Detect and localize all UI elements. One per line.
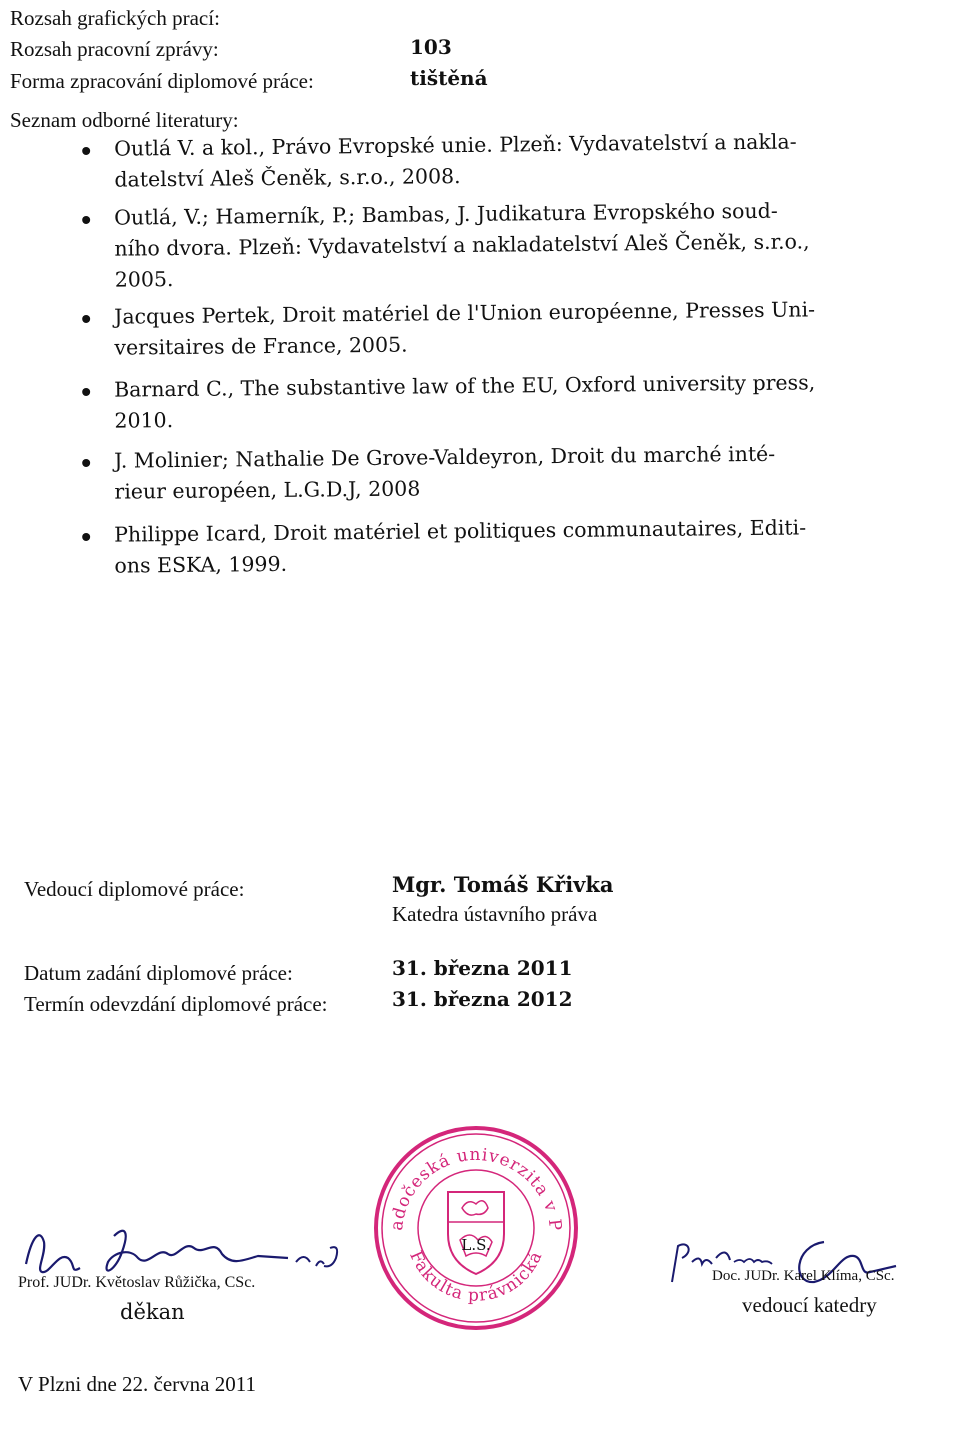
supervisor-name: Mgr. Tomáš Křivka (392, 872, 614, 897)
dean-name: Prof. JUDr. Květoslav Růžička, CSc. (18, 1274, 256, 1291)
place-and-date: V Plzni dne 22. června 2011 (18, 1372, 256, 1396)
graphics-scope-label: Rozsah grafických prací: (10, 6, 220, 30)
bullet-icon (82, 147, 90, 155)
bullet-icon (82, 315, 90, 323)
svg-text:Fakulta právnická: Fakulta právnická (405, 1247, 547, 1306)
literature-item: Jacques Pertek, Droit matériel de l'Union européenne, Presses Uni- versitaires de France, 2005. (82, 294, 883, 364)
literature-heading: Seznam odborné literatury: (10, 108, 239, 132)
stamp-seal-icon (370, 1122, 582, 1334)
literature-item: Outlá, V.; Hamerník, P.; Bambas, J. Judikatura Evropského soud- ního dvora. Plzeň: Vydavatelství a nakladatelství Aleš Čeněk, s.r.o., 2005. (82, 195, 883, 296)
bullet-icon (82, 533, 90, 541)
head-name: Doc. JUDr. Karel Klíma, CSc. (712, 1268, 895, 1284)
assignment-date-value: 31. března 2011 (392, 956, 573, 980)
assignment-date-label: Datum zadání diplomové práce: (24, 961, 293, 985)
svg-text:L.S.: L.S. (461, 1236, 491, 1254)
supervisor-label: Vedoucí diplomové práce: (24, 877, 245, 901)
thesis-form-label: Forma zpracování diplomové práce: (10, 69, 314, 93)
thesis-form-value: tištěná (410, 66, 488, 90)
bullet-icon (82, 459, 90, 467)
supervisor-department: Katedra ústavního práva (392, 902, 598, 926)
literature-list (82, 129, 882, 582)
literature-item: Outlá V. a kol., Právo Evropské unie. Plzeň: Vydavatelství a nakla- datelství Aleš Čeněk, s.r.o., 2008. (82, 126, 883, 196)
literature-item: J. Molinier; Nathalie De Grove-Valdeyron, Droit du marché inté- rieur européen, L.G.D.J, 2008 (82, 438, 883, 508)
bullet-icon (82, 216, 90, 224)
report-scope-value: 103 (410, 35, 452, 59)
svg-text:Západočeská univerzita v Plzni: adočeská univerzita v P (386, 1144, 566, 1233)
submission-deadline-label: Termín odevzdání diplomové práce: (24, 992, 328, 1016)
dean-role: děkan (120, 1300, 185, 1324)
literature-item: Barnard C., The substantive law of the EU, Oxford university press, 2010. (82, 367, 883, 437)
official-stamp (370, 1122, 582, 1334)
head-role: vedoucí katedry (742, 1293, 877, 1317)
literature-item: Philippe Icard, Droit matériel et politiques communautaires, Editi- ons ESKA, 1999. (82, 512, 883, 582)
submission-deadline-value: 31. března 2012 (392, 987, 573, 1011)
report-scope-label: Rozsah pracovní zprávy: (10, 37, 219, 61)
bullet-icon (82, 388, 90, 396)
